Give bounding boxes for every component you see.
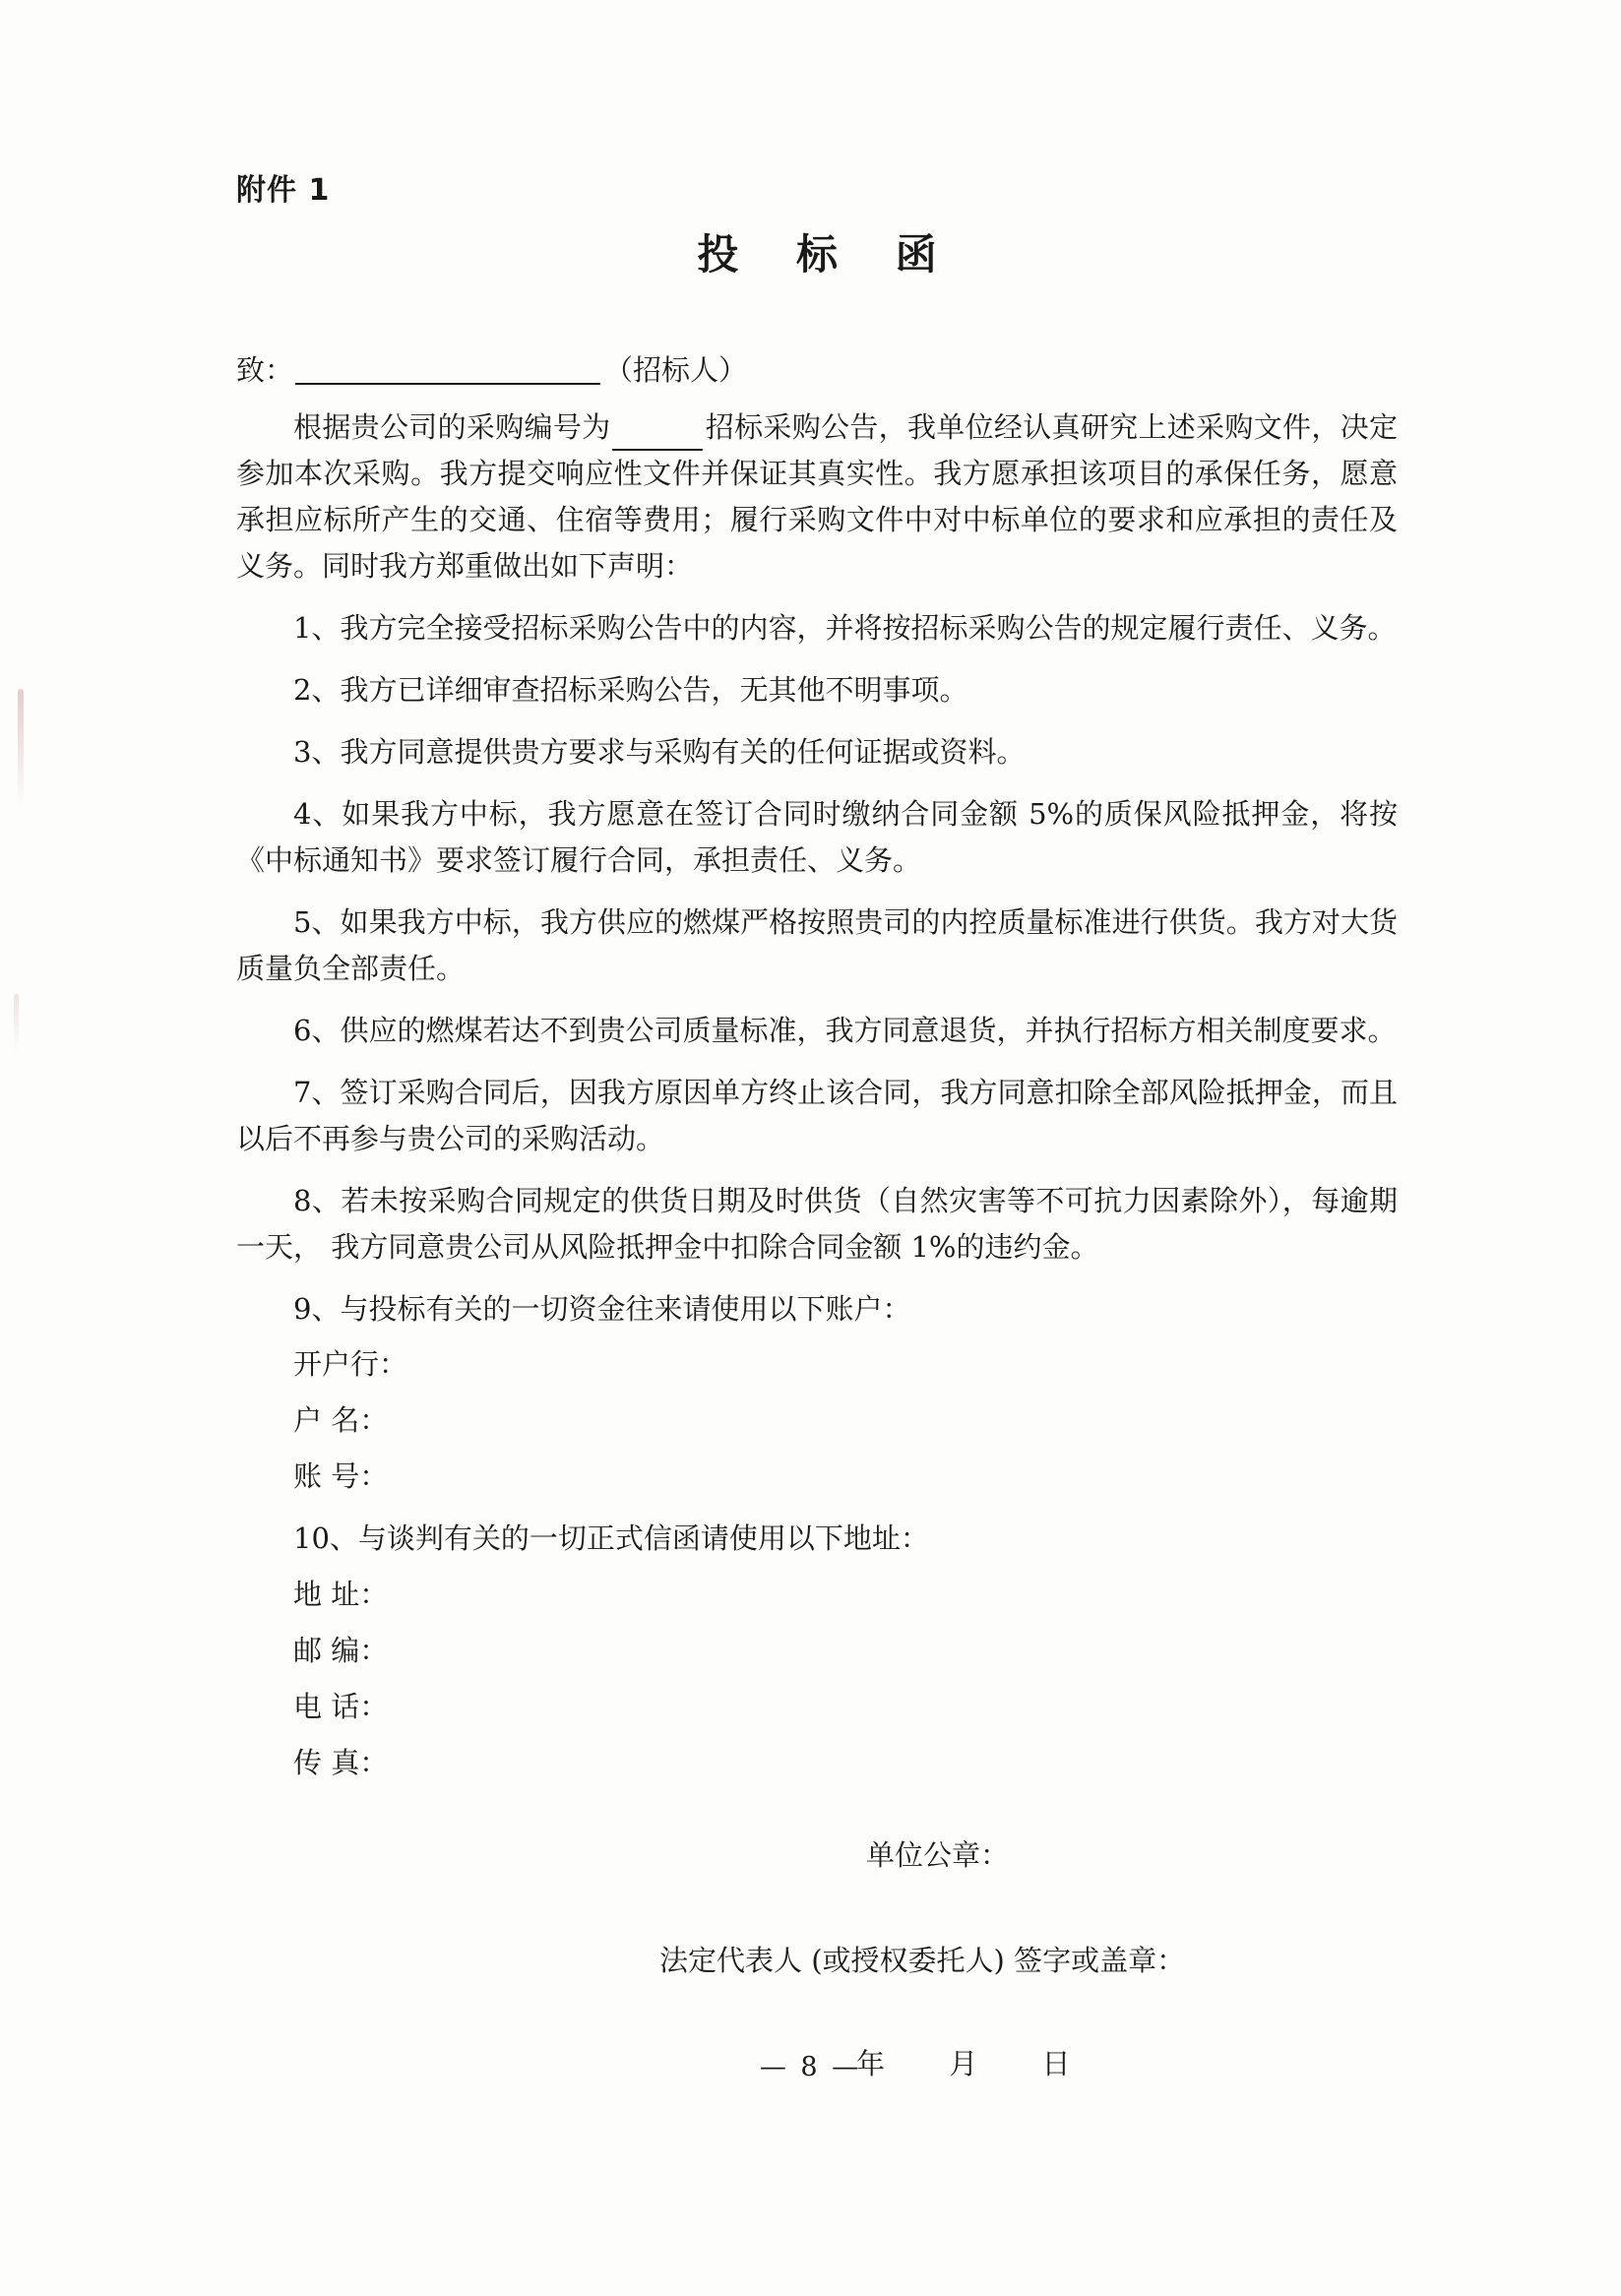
address-field-fax: [236, 1740, 1398, 1786]
intro-text-before: 根据贵公司的采购编号为: [293, 410, 611, 444]
paragraph-item-9: 9、与投标有关的一切资金往来请使用以下账户：: [293, 1291, 911, 1326]
date-year-label: 年: [856, 2047, 888, 2081]
bank-field-label: 户 名：: [293, 1403, 389, 1438]
address-field-label: 地 址：: [293, 1578, 389, 1612]
paragraph-intro: [236, 404, 1398, 590]
addressee-blank[interactable]: [295, 355, 600, 385]
paragraph-item-2: 2、我方已详细审查招标采购公告，无其他不明事项。: [293, 672, 968, 707]
scan-artifact-secondary: [14, 994, 19, 1053]
bank-field-account-bank: [236, 1341, 1398, 1388]
page-number: — 8 —: [759, 2052, 862, 2082]
addressee-label: 致：: [236, 353, 294, 387]
scan-artifact: [18, 689, 24, 807]
bank-field-account-number: [236, 1454, 1398, 1500]
address-field-label: 邮 编：: [293, 1634, 389, 1668]
intro-text-after: 招标采购公告，我单位经认真研究上述采购文件，决定参加本次采购。我方提交响应性文件并保证其真实性。我方愿承担该项目的承保任务，愿意承担应标所产生的交通、住宿等费用；履行采购文件中对中标单位的要求和应承担的责任及义务。同时我方郑重做出如下声明：: [236, 410, 1398, 583]
paragraph-item-4: 4、如果我方中标，我方愿意在签订合同时缴纳合同金额 5%的质保风险抵押金，将按《中标通知书》要求签订履行合同，承担责任、义务。: [236, 796, 1398, 877]
paragraph-item-5: 5、如果我方中标，我方供应的燃煤严格按照贵司的内控质量标准进行供货。我方对大货质量负全部责任。: [236, 904, 1398, 985]
bank-field-label: 账 号：: [293, 1459, 389, 1494]
bank-field-label: 开户行：: [293, 1347, 408, 1382]
paragraph-item-1: 1、我方完全接受招标采购公告中的内容，并将按招标采购公告的规定履行责任、义务。: [293, 610, 1397, 645]
paragraph-item-7: 7、签订采购合同后，因我方原因单方终止该合同，我方同意扣除全部风险抵押金，而且以后不再参与贵公司的采购活动。: [236, 1075, 1398, 1155]
paragraph-item-3: 3、我方同意提供贵方要求与采购有关的任何证据或资料。: [293, 734, 1026, 769]
paragraph-item-10: 10、与谈判有关的一切正式信函请使用以下地址：: [293, 1521, 929, 1556]
date-month-label: 月: [949, 2047, 980, 2081]
paragraph-item-6: 6、供应的燃煤若达不到贵公司质量标准，我方同意退货，并执行招标方相关制度要求。: [293, 1013, 1397, 1047]
address-field-address: [236, 1572, 1398, 1618]
address-field-postcode: [236, 1628, 1398, 1674]
attachment-label: 附件 1: [236, 173, 331, 208]
address-field-label: 电 话：: [293, 1690, 389, 1724]
address-field-label: 传 真：: [293, 1746, 389, 1780]
legal-representative-signature-label: 法定代表人 (或授权委托人) 签字或盖章：: [659, 1944, 1186, 1978]
date-day-label: 日: [1041, 2047, 1073, 2081]
addressee-line: [236, 348, 1398, 389]
page-title: 投 标 函: [697, 230, 959, 279]
addressee-suffix: （招标人）: [604, 353, 748, 387]
purchase-number-blank[interactable]: [612, 425, 703, 451]
company-seal-label: 单位公章：: [866, 1838, 1010, 1873]
paragraph-item-8: 8、若未按采购合同规定的供货日期及时供货（自然灾害等不可抗力因素除外），每逾期一天， 我方同意贵公司从风险抵押金中扣除合同金额 1%的违约金。: [236, 1183, 1398, 1264]
document-body: [236, 165, 1398, 2082]
bank-field-account-name: [236, 1397, 1398, 1444]
address-field-telephone: [236, 1684, 1398, 1730]
